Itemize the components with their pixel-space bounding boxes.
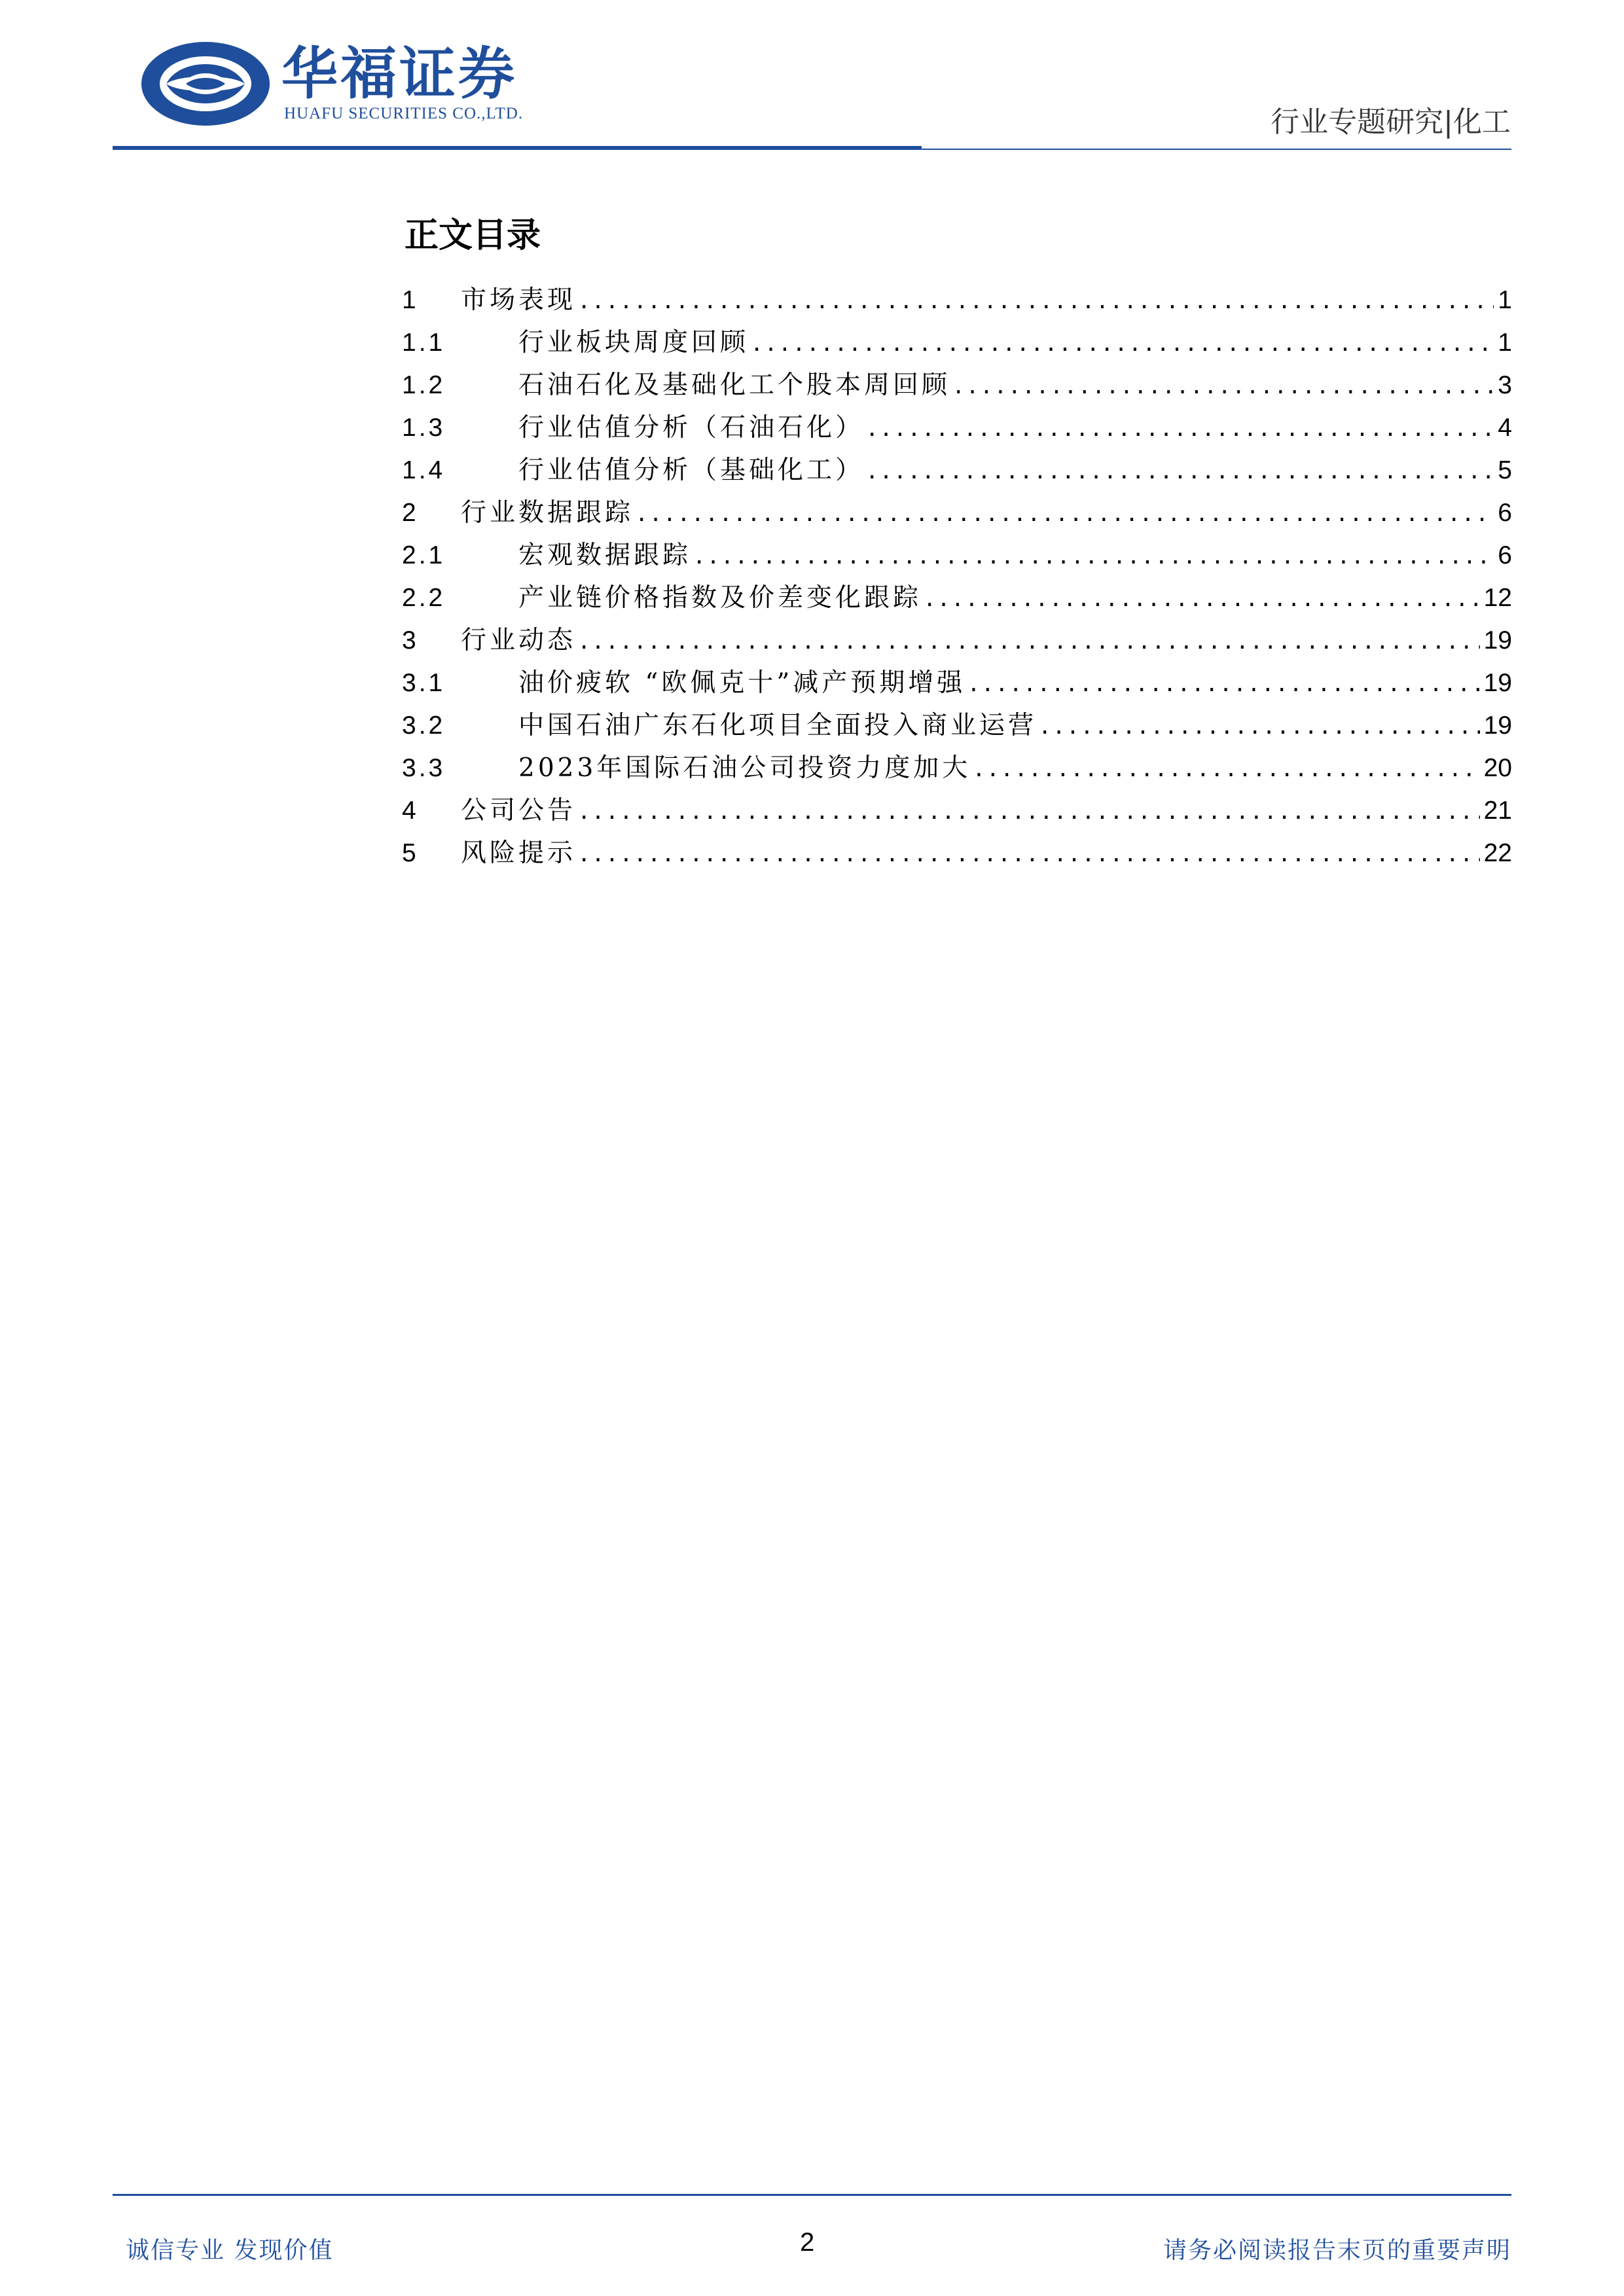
toc-dot-leader (580, 279, 1494, 321)
toc-entry-page: 19 (1483, 711, 1512, 740)
toc-dot-leader (638, 492, 1494, 534)
toc-dot-leader (753, 321, 1494, 364)
toc-entry-number: 3.3 (402, 754, 446, 782)
footer-divider (113, 2194, 1511, 2196)
toc-dot-leader (954, 364, 1494, 406)
toc-entry[interactable] (402, 619, 1512, 662)
toc-entry-number: 5 (402, 839, 419, 867)
toc-entry-number: 1.4 (402, 456, 446, 484)
logo-chinese-name: 华福证券 (281, 41, 517, 107)
toc-entry[interactable] (402, 747, 1512, 789)
toc-entry-page: 5 (1498, 456, 1512, 484)
toc-entry-page: 6 (1498, 541, 1512, 569)
logo-english-name: HUAFU SECURITIES CO.,LTD. (284, 105, 524, 122)
toc-dot-leader (868, 449, 1494, 492)
toc-dot-leader (580, 832, 1480, 874)
toc-dot-leader (975, 747, 1479, 789)
toc-dot-leader (695, 534, 1494, 577)
toc-entry-page: 4 (1498, 414, 1512, 442)
toc-entry-label: 市场表现 (461, 285, 577, 315)
toc-entry-number: 1.1 (402, 329, 446, 357)
toc-entry-number: 1 (402, 286, 419, 314)
huafu-logo-icon (140, 38, 271, 130)
report-type: 行业专题研究|化工 (1271, 105, 1511, 139)
toc-entry-label: 中国石油广东石化项目全面投入商业运营 (518, 711, 1038, 740)
toc-entry-number: 4 (402, 797, 419, 825)
toc-dot-leader (969, 662, 1479, 704)
company-logo (140, 38, 572, 130)
toc-entry-number: 3.1 (402, 669, 446, 697)
toc-entry-number: 3.2 (402, 711, 446, 740)
toc-entry[interactable] (402, 449, 1512, 492)
toc-entry-page: 1 (1498, 286, 1512, 314)
toc-entry-label: 产业链价格指数及价差变化跟踪 (518, 583, 922, 613)
toc-entry-page: 12 (1483, 584, 1512, 612)
toc-entry[interactable] (402, 534, 1512, 577)
toc-entry[interactable] (402, 662, 1512, 704)
toc-dot-leader (1041, 704, 1480, 747)
toc-entry[interactable] (402, 832, 1512, 874)
toc-entry-number: 1.2 (402, 371, 446, 399)
toc-entry-label: 2023年国际石油公司投资力度加大 (518, 753, 971, 783)
toc-entry-label: 行业数据跟踪 (461, 498, 634, 528)
toc-entry[interactable] (402, 321, 1512, 364)
toc-entry-page: 3 (1498, 371, 1512, 399)
toc-entry-page: 1 (1498, 329, 1512, 357)
toc-entry-label: 行业估值分析（基础化工） (518, 456, 865, 485)
toc-entry[interactable] (402, 279, 1512, 321)
footer-slogan: 诚信专业 发现价值 (126, 2237, 334, 2264)
toc-entry-label: 宏观数据跟踪 (518, 541, 692, 570)
toc-dot-leader (926, 577, 1480, 619)
toc-entry-label: 石油石化及基础化工个股本周回顾 (518, 370, 951, 400)
toc-dot-leader (868, 406, 1494, 449)
toc-entry-label: 油价疲软 “欧佩克十”减产预期增强 (518, 668, 966, 698)
toc-entry-number: 3 (402, 626, 419, 655)
toc-entry-page: 20 (1483, 754, 1512, 782)
toc-entry-page: 22 (1483, 839, 1512, 867)
toc-entry-number: 2.2 (402, 584, 446, 612)
toc-entry-number: 1.3 (402, 414, 446, 442)
page-number: 2 (800, 2228, 815, 2257)
toc-entry-label: 公司公告 (461, 796, 577, 825)
toc-entry[interactable] (402, 577, 1512, 619)
toc-entry-label: 行业估值分析（石油石化） (518, 413, 865, 442)
toc-entry-page: 21 (1483, 797, 1512, 825)
table-of-contents (402, 279, 1512, 874)
toc-entry[interactable] (402, 789, 1512, 832)
toc-entry-label: 行业板块周度回顾 (518, 328, 749, 357)
toc-entry-page: 6 (1498, 499, 1512, 527)
toc-entry[interactable] (402, 492, 1512, 534)
toc-entry[interactable] (402, 406, 1512, 449)
toc-title: 正文目录 (405, 215, 541, 255)
toc-entry-page: 19 (1483, 669, 1512, 697)
toc-entry-label: 风险提示 (461, 838, 577, 868)
footer-disclaimer: 请务必阅读报告末页的重要声明 (1163, 2237, 1511, 2264)
toc-entry-number: 2.1 (402, 541, 446, 569)
toc-dot-leader (580, 789, 1480, 832)
toc-entry-label: 行业动态 (461, 626, 577, 655)
toc-entry-number: 2 (402, 499, 419, 527)
toc-entry-page: 19 (1483, 626, 1512, 655)
toc-entry[interactable] (402, 364, 1512, 406)
header-divider-accent (113, 146, 922, 150)
toc-dot-leader (580, 619, 1480, 662)
toc-entry[interactable] (402, 704, 1512, 747)
